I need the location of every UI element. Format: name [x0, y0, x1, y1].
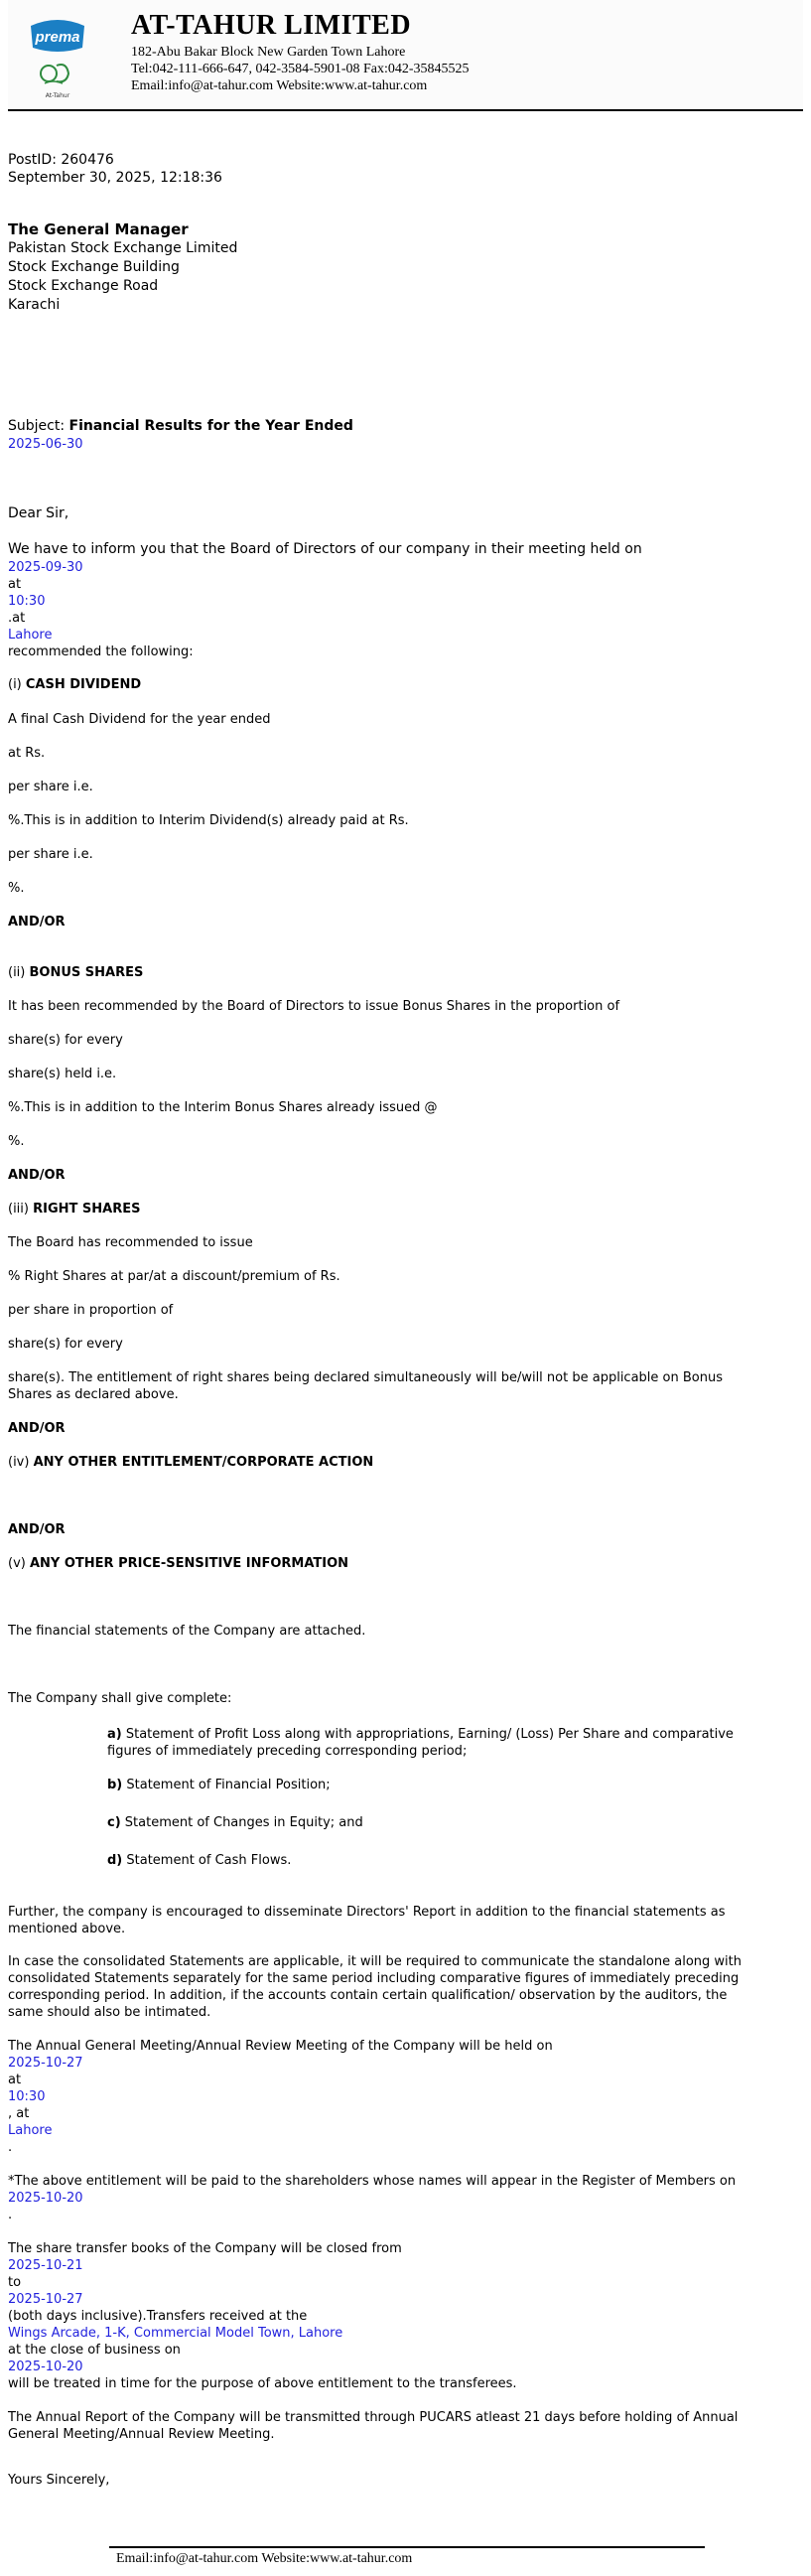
statement-text: Statement of Changes in Equity; and: [120, 1815, 363, 1830]
company-name: AT-TAHUR LIMITED: [131, 10, 412, 41]
subject-prefix: Subject:: [8, 418, 69, 434]
meeting-place: Lahore: [8, 628, 53, 643]
recipient-line: Stock Exchange Building: [8, 259, 180, 275]
statement-item: [107, 1814, 762, 1831]
statement-text: Statement of Financial Position;: [122, 1778, 331, 1792]
transfer-venue: Wings Arcade, 1-K, Commercial Model Town, Lahore: [8, 2326, 343, 2341]
company-phone-fax: Tel:042-111-666-647, 042-3584-5901-08 Fax:042-35845525: [131, 62, 470, 76]
agm-text: The Annual General Meeting/Annual Review Meeting of the Company will be held on: [8, 2039, 553, 2054]
right-line: share(s). The entitlement of right shares being declared simultaneously will be/will not be applicable on Bonus: [8, 1370, 723, 1385]
bonus-line: %.This is in addition to the Interim Bonus Shares already issued @: [8, 1100, 438, 1115]
statement-letter: b): [107, 1778, 123, 1792]
section-title: ANY OTHER PRICE-SENSITIVE INFORMATION: [29, 1556, 349, 1571]
bonus-line: share(s) held i.e.: [8, 1067, 117, 1081]
right-line: Shares as declared above.: [8, 1387, 179, 1402]
statement-item: [107, 1726, 762, 1760]
book-closure-to-label: to: [8, 2275, 22, 2290]
section-number: (v): [8, 1556, 30, 1571]
cash-line: per share i.e.: [8, 780, 93, 794]
treated-note: will be treated in time for the purpose of above entitlement to the transferees.: [8, 2376, 517, 2391]
entitlement-text: *The above entitlement will be paid to the shareholders whose names will appear in the Register of Members on: [8, 2174, 737, 2189]
letterhead: [8, 0, 803, 111]
intro-text: We have to inform you that the Board of Directors of our company in their meeting held on: [8, 541, 642, 557]
meeting-time: 10:30: [8, 594, 46, 609]
meeting-date: 2025-09-30: [8, 560, 83, 575]
statement-text: Statement of Cash Flows.: [122, 1853, 292, 1868]
statement-letter: d): [107, 1853, 123, 1868]
price-sensitive-heading: [8, 1555, 348, 1572]
and-or: AND/OR: [8, 1168, 66, 1183]
right-line: share(s) for every: [8, 1337, 123, 1352]
right-shares-heading: [8, 1201, 140, 1217]
and-or: AND/OR: [8, 1522, 66, 1537]
and-or: AND/OR: [8, 915, 66, 930]
post-datetime: September 30, 2025, 12:18:36: [8, 170, 222, 186]
closing: Yours Sincerely,: [8, 2473, 110, 2488]
footer-divider: [109, 2546, 705, 2548]
section-number: (iii): [8, 1202, 34, 1216]
agm-time: 10:30: [8, 2089, 46, 2104]
svg-text:prema: prema: [35, 29, 80, 46]
entitlement-date: 2025-10-20: [8, 2191, 83, 2206]
consolidated-note: In case the consolidated Statements are applicable, it will be required to communicate the standalone along with consolidated Statements separately for the same period including comparative figures of immediately preceding corresponding period. In addition, if the accounts contain certain qualification/ observation by the auditors, the same should also be intimated.: [8, 1954, 742, 2020]
recipient-line: Stock Exchange Road: [8, 278, 159, 294]
book-closure-to: 2025-10-27: [8, 2292, 83, 2307]
agm-date: 2025-10-27: [8, 2056, 83, 2071]
annual-report-note: The Annual Report of the Company will be transmitted through PUCARS atleast 21 days before holding of Annual General Meeting/Annual Review Meeting.: [8, 2410, 739, 2442]
intro-at: at: [8, 577, 22, 592]
footer-contact: Email:info@at-tahur.com Website:www.at-tahur.com: [116, 2551, 413, 2566]
close-of-business-label: at the close of business on: [8, 2343, 181, 2358]
statement-item: [107, 1777, 762, 1793]
statement-text: Statement of Profit Loss along with appropriations, Earning/ (Loss) Per Share and comparative figures of immediately preceding corresponding period;: [107, 1727, 734, 1759]
cash-line: %.This is in addition to Interim Dividend(s) already paid at Rs.: [8, 813, 409, 828]
bonus-line: %.: [8, 1134, 25, 1149]
cash-line: %.: [8, 881, 25, 896]
intro-at: .at: [8, 611, 26, 626]
right-line: The Board has recommended to issue: [8, 1235, 253, 1250]
intro-recommended: recommended the following:: [8, 644, 194, 659]
bonus-line: share(s) for every: [8, 1033, 123, 1048]
section-number: (i): [8, 677, 26, 692]
cash-line: per share i.e.: [8, 847, 93, 862]
post-id: PostID: 260476: [8, 152, 114, 168]
bonus-line: It has been recommended by the Board of Directors to issue Bonus Shares in the proportion of: [8, 999, 620, 1014]
statement-letter: c): [107, 1815, 121, 1830]
complete-note: The Company shall give complete:: [8, 1691, 232, 1706]
agm-at: at: [8, 2073, 22, 2087]
section-title: RIGHT SHARES: [33, 1202, 141, 1216]
salutation: Dear Sir,: [8, 505, 69, 521]
agm-at: , at: [8, 2106, 30, 2121]
subject-text: Financial Results for the Year Ended: [68, 418, 353, 434]
further-note: Further, the company is encouraged to disseminate Directors' Report in addition to the financial statements as mentioned above.: [8, 1905, 726, 1936]
recipient-title: The General Manager: [8, 220, 189, 238]
cash-line: A final Cash Dividend for the year ended: [8, 712, 271, 727]
company-email-web: Email:info@at-tahur.com Website:www.at-tahur.com: [131, 78, 428, 93]
cash-line: at Rs.: [8, 746, 46, 761]
section-number: (ii): [8, 965, 30, 980]
company-logo: [23, 12, 92, 101]
subject-line: [8, 417, 353, 436]
agm-dot: .: [8, 2140, 13, 2155]
book-closure-from: 2025-10-21: [8, 2258, 83, 2273]
close-of-business-date: 2025-10-20: [8, 2360, 83, 2374]
statement-letter: a): [107, 1727, 122, 1742]
section-title: ANY OTHER ENTITLEMENT/CORPORATE ACTION: [33, 1455, 374, 1470]
subject-date: 2025-06-30: [8, 437, 83, 452]
agm-place: Lahore: [8, 2123, 53, 2138]
right-line: per share in proportion of: [8, 1303, 174, 1318]
entitlement-dot: .: [8, 2208, 13, 2222]
prema-logo-icon: [23, 12, 92, 101]
statement-item: [107, 1852, 762, 1869]
section-number: (iv): [8, 1455, 34, 1470]
section-title: CASH DIVIDEND: [25, 677, 142, 692]
bonus-shares-heading: [8, 964, 143, 981]
other-entitlement-heading: [8, 1454, 373, 1471]
book-closure-text: The share transfer books of the Company will be closed from: [8, 2241, 402, 2256]
attached-note: The financial statements of the Company are attached.: [8, 1624, 366, 1639]
cash-dividend-heading: [8, 676, 141, 693]
recipient-line: Pakistan Stock Exchange Limited: [8, 240, 238, 256]
svg-text:At-Tahur: At-Tahur: [45, 92, 70, 99]
and-or: AND/OR: [8, 1421, 66, 1436]
section-title: BONUS SHARES: [29, 965, 144, 980]
company-address: 182-Abu Bakar Block New Garden Town Lahore: [131, 45, 406, 60]
right-line: % Right Shares at par/at a discount/premium of Rs.: [8, 1269, 340, 1284]
recipient-line: Karachi: [8, 297, 61, 313]
book-closure-inclusive: (both days inclusive).Transfers received at the: [8, 2309, 308, 2324]
